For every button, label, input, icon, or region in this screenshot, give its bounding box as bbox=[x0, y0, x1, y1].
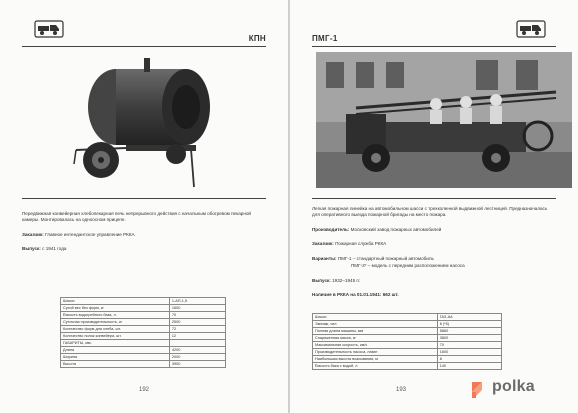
page-number: 193 bbox=[396, 387, 407, 393]
customer-value: Главное интендантское управление РККА bbox=[45, 232, 135, 237]
right-page bbox=[290, 0, 578, 413]
table-row: Количество форм для хлеба, шт. 72 bbox=[61, 326, 226, 333]
page-number: 192 bbox=[139, 387, 150, 393]
release-value: 1932–1945 гг. bbox=[332, 278, 361, 283]
watermark-text: polka bbox=[492, 378, 535, 395]
header-divider bbox=[312, 46, 556, 47]
table-row: Сухой вес без форм, кг 1600 bbox=[61, 305, 226, 312]
inventory-line bbox=[312, 292, 556, 298]
table-row: Производительность насоса, л/мин 1600 bbox=[313, 349, 502, 356]
table-row: Суточная производительность, кг 2500 bbox=[61, 319, 226, 326]
variants-label: Варианты: bbox=[312, 256, 337, 261]
polka-logo-icon bbox=[468, 380, 488, 400]
customer-line bbox=[312, 241, 556, 247]
table-row: Шасси ГАЗ-АА bbox=[313, 314, 502, 321]
manufacturer-line bbox=[312, 227, 556, 233]
manufacturer-value: Московский завод пожарных автомобилей bbox=[350, 227, 442, 232]
table-row: Высота 3900 bbox=[61, 361, 226, 368]
table-row: Количество полок конвейера, шт. 12 bbox=[61, 333, 226, 340]
release-line bbox=[22, 246, 266, 252]
truck-icon bbox=[516, 20, 546, 38]
vehicle-description: Передвижная конвейерная хлебопекарная печь непрерывного действия с начальным обогревом пекарной камеры. Монтировалась на одноосном прицепе. bbox=[22, 211, 251, 223]
watermark bbox=[468, 378, 572, 402]
table-row: Наибольшая высота всасывания, м 8 bbox=[313, 356, 502, 363]
section-divider bbox=[22, 198, 266, 199]
table-row: Шасси 1-АП-1,5 bbox=[61, 298, 226, 305]
vehicle-description: Легкая пожарная линейка на автомобильном шасси с трехколенной выдвижной лестницей. Предназначалась для оперативного выезда пожарной бригады на место пожара. bbox=[312, 206, 548, 218]
inventory-value: 662 шт. bbox=[382, 292, 399, 297]
truck-icon bbox=[34, 20, 64, 38]
table-row: Снаряженная масса, кг 3800 bbox=[313, 335, 502, 342]
customer-line bbox=[22, 232, 266, 238]
variant-item: ПМГ-3* – модель с передним расположением насоса bbox=[351, 263, 465, 268]
variant-item: ПМГ-1 – стандартный пожарный автомобиль bbox=[337, 256, 434, 261]
specs-table bbox=[60, 297, 226, 368]
inventory-label: Наличие в РККА на 01.01.1941: bbox=[312, 292, 382, 297]
table-row: Экипаж, чел 8 (*5) bbox=[313, 321, 502, 328]
page-header-title: ПМГ-1 bbox=[312, 34, 338, 43]
table-row: Ёмкость водогрейного бака, л. 70 bbox=[61, 312, 226, 319]
customer-label: Заказчик: bbox=[22, 232, 44, 237]
release-label: Выпуск: bbox=[22, 246, 41, 251]
table-row: Максимальная скорость, км/ч 70 bbox=[313, 342, 502, 349]
table-row: Ёмкость бака с водой, л 140 bbox=[313, 363, 502, 370]
page-header-title: КПН bbox=[248, 34, 266, 43]
customer-value: Пожарная служба РККА bbox=[335, 241, 387, 246]
customer-label: Заказчик: bbox=[312, 241, 334, 246]
release-value: с 1941 года bbox=[42, 246, 67, 251]
release-label: Выпуск: bbox=[312, 278, 331, 283]
oven-trailer-photo bbox=[66, 52, 216, 192]
table-row: Полная длина машины, мм 5860 bbox=[313, 328, 502, 335]
table-row: Длина 4200 bbox=[61, 347, 226, 354]
specs-table bbox=[312, 313, 502, 370]
table-row: Ширина 2000 bbox=[61, 354, 226, 361]
header-divider bbox=[22, 46, 266, 47]
variants-line bbox=[312, 256, 556, 262]
left-page bbox=[0, 0, 288, 413]
section-divider bbox=[312, 198, 556, 199]
manufacturer-label: Производитель: bbox=[312, 227, 350, 232]
table-row: ГАБАРИТЫ, мм: bbox=[61, 340, 226, 347]
fire-truck-photo bbox=[316, 52, 572, 188]
release-line bbox=[312, 278, 556, 284]
